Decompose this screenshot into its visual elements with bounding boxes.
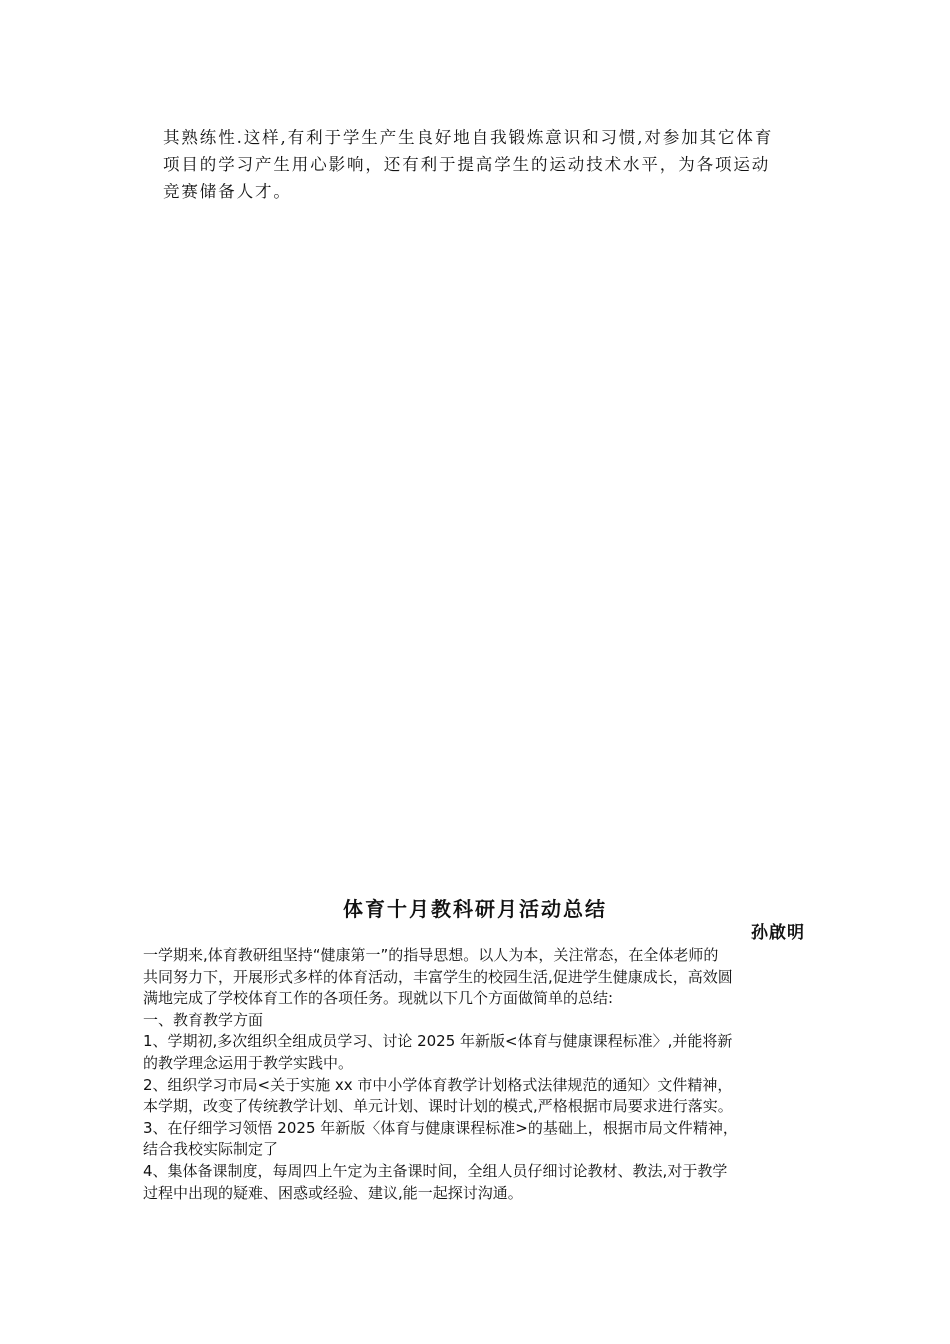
body-line: 结合我校实际制定了 bbox=[143, 1140, 279, 1159]
body-line: 一学期来,体育教研组坚持“健康第一”的指导思想。以人为本，关注常态，在全体老师的 bbox=[143, 946, 719, 964]
paragraph-line: 其熟练性.这样,有利于学生产生良好地自我锻炼意识和习惯,对参加其它体育 bbox=[163, 128, 774, 147]
section-heading: 一、教育教学方面 bbox=[143, 1010, 264, 1029]
body-line: 1、学期初,多次组织全组成员学习、讨论 2025 年新版<体育与健康课程标准〉,并能将新 bbox=[143, 1032, 733, 1051]
body-line: 4、集体备课制度，每周四上午定为主备课时间，全组人员仔细讨论教材、教法,对于教学 bbox=[143, 1161, 728, 1180]
body-line: 满地完成了学校体育工作的各项任务。现就以下几个方面做简单的总结: bbox=[143, 989, 614, 1008]
paragraph-line: 竞赛储备人才。 bbox=[163, 182, 292, 201]
body-line: 共同努力下，开展形式多样的体育活动，丰富学生的校园生活,促进学生健康成长，高效圆 bbox=[143, 967, 733, 986]
body-line: 3、在仔细学习领悟 2025 年新版〈体育与健康课程标准>的基础上，根据市局文件精神， bbox=[143, 1118, 738, 1137]
body-line: 2、组织学习市局<关于实施 xx 市中小学体育教学计划格式法律规范的通知〉文件精神， bbox=[143, 1075, 733, 1094]
paragraph-line: 项目的学习产生用心影响，还有利于提高学生的运动技术水平，为各项运动 bbox=[163, 155, 771, 174]
body-line: 本学期，改变了传统教学计划、单元计划、课时计划的模式,严格根据市局要求进行落实。 bbox=[143, 1097, 733, 1116]
previous-page-paragraph bbox=[163, 124, 808, 205]
body-line: 的教学理念运用于教学实践中。 bbox=[143, 1053, 354, 1072]
body-line: 过程中出现的疑难、困惑或经验、建议,能一起探讨沟通。 bbox=[143, 1183, 523, 1202]
document-title: 体育十月教科研月活动总结 bbox=[343, 897, 607, 921]
author-name: 孙啟明 bbox=[751, 923, 805, 943]
document-body bbox=[143, 945, 808, 1204]
